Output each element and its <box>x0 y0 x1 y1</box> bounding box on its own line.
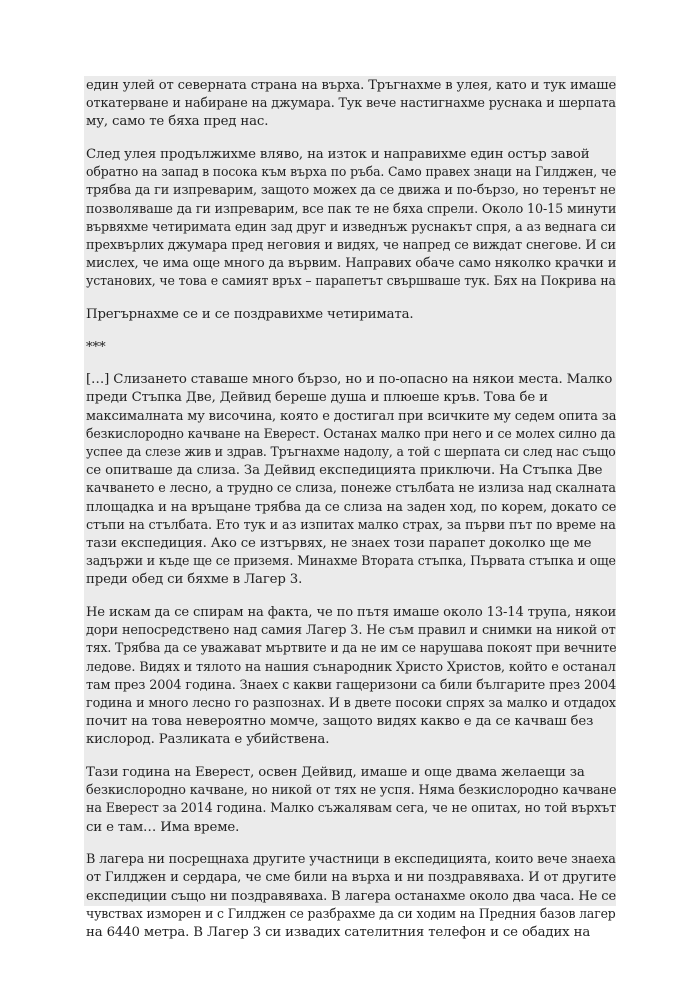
text-line: дори непосредствено над самия Лагер 3. Не съм правил и снимки на никой от <box>86 623 616 639</box>
text-line: на 6440 метра. В Лагер 3 си извадих сателитния телефон и се обадих на <box>86 925 591 941</box>
text-line: безкислородно качване на Еверест. Останах малко при него и се молех силно да <box>86 426 616 442</box>
text-line: на Еверест за 2014 година. Малко съжалявам сега, че не опитах, но той върхът <box>86 801 617 817</box>
text-line: мислех, че има още много да вървим. Направих обаче само няколко крачки и <box>86 256 617 272</box>
text-line: преди Стъпка Две, Дейвид береше душа и плюеше кръв. Това бе и <box>86 390 548 406</box>
text-line: безкислородно качване, но никой от тях не успя. Няма безкислородно качване <box>86 783 617 799</box>
text-line: задържи и къде ще се приземя. Минахме Втората стъпка, Първата стъпка и още <box>86 554 616 570</box>
text-line: […] Слизането ставаше много бързо, но и по-опасно на някои места. Малко <box>86 372 613 388</box>
text-line: експедиции също ни поздравяваха. В лагера останахме около два часа. Не се <box>86 888 617 904</box>
text-line: успее да слезе жив и здрав. Тръгнахме надолу, а той с шерпата си след нас също <box>86 445 616 461</box>
text-line: Тази година на Еверест, освен Дейвид, имаше и още двама желаещи за <box>86 765 585 781</box>
text-line: площадка и на връщане трябва да се слиза на заден ход, по корем, докато се <box>86 499 617 515</box>
text-line: се опитваше да слиза. За Дейвид експедицията приключи. На Стъпка Две <box>86 463 603 479</box>
text-line: Прегърнахме се и се поздравихме четиримата. <box>86 307 414 323</box>
text-line: качването е лесно, а трудно се слиза, понеже стълбата не излиза над скалната <box>86 481 616 497</box>
paragraph <box>86 371 616 589</box>
section-separator <box>86 339 616 357</box>
text-line: трябва да ги изпреварим, защото можех да се движа и по-бързо, но теренът не <box>86 183 616 199</box>
paragraph <box>86 77 616 132</box>
text-line: ледове. Видях и тялото на нашия сънародник Христо Христов, който е останал <box>86 659 616 675</box>
text-line: *** <box>86 339 106 355</box>
text-line: позволяваше да ги изпреварим, все пак те не бяха спрели. Около 10-15 минути <box>86 201 617 217</box>
text-line: Не искам да се спирам на факта, че по пътя имаше около 13-14 трупа, някои <box>86 605 617 621</box>
text-line: тази експедиция. Ако се изтървях, не знаех този парапет доколко ще ме <box>86 536 592 552</box>
text-line: стъпи на стълбата. Ето тук и аз изпитах малко страх, за първи път по време на <box>86 517 616 533</box>
text-line: тях. Трябва да се уважават мъртвите и да не им се нарушава покоят при вечните <box>86 641 617 657</box>
paragraph <box>86 851 616 942</box>
document-body <box>86 77 616 957</box>
text-line: След улея продължихме вляво, на изток и направихме един остър завой <box>86 147 590 162</box>
text-line: чувствах изморен и с Гилджен се разбрахме да си ходим на Предния базов лагер <box>86 906 616 922</box>
text-line: вървяхме четиримата един зад друг и изведнъж руснакът спря, а аз веднага си <box>86 219 616 235</box>
paragraph <box>86 764 616 837</box>
paragraph <box>86 604 616 750</box>
text-line: там през 2004 година. Знаех с какви гащеризони са били българите през 2004 <box>86 677 617 693</box>
text-line: В лагера ни посрещнаха другите участници в експедицията, които вече знаеха <box>86 852 616 868</box>
text-line: откатерване и набиране на джумара. Тук вече настигнахме руснака и шерпата <box>86 96 616 112</box>
text-line: почит на това невероятно момче, защото видях какво е да се качваш без <box>86 714 594 730</box>
text-line: му, само те бяха пред нас. <box>86 114 269 130</box>
text-line: установих, че това е самият връх – парапетът свършваше тук. Бях на Покрива на <box>86 274 616 290</box>
text-line: от Гилджен и сердара, че сме били на върха и ни поздравяваха. И от другите <box>86 870 617 886</box>
text-line: година и много лесно го разпознах. И в двете посоки спрях за малко и отдадох <box>86 696 616 712</box>
text-line: обратно на запад в посока към върха по ръба. Само правех знаци на Гилджен, че <box>86 165 617 181</box>
paragraph <box>86 146 616 292</box>
text-line: един улей от северната страна на върха. Тръгнахме в улея, като и тук имаше <box>86 78 617 93</box>
text-line: кислород. Разликата е убийствена. <box>86 732 330 748</box>
text-line: преди обед си бяхме в Лагер 3. <box>86 572 303 588</box>
text-line: прехвърлих джумара пред неговия и видях, че напред се виждат снегове. И си <box>86 238 616 254</box>
paragraph <box>86 306 616 324</box>
text-line: максималната му височина, която е достигал при всичките му седем опита за <box>86 408 617 424</box>
text-line: си е там… Има време. <box>86 819 240 835</box>
